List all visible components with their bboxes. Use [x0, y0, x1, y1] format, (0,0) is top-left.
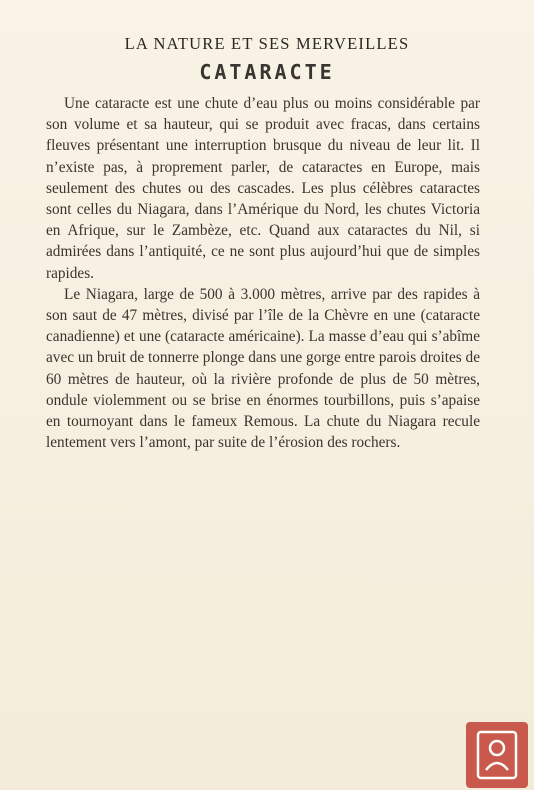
body-text	[46, 93, 480, 453]
card-title: CATARACTE	[199, 60, 335, 84]
series-title: LA NATURE ET SES MERVEILLES	[124, 34, 410, 53]
paragraph-1: Une cataracte est une chute d’eau plus ou moins considérable par son volume et sa hauteur, qui se produit avec fracas, dans certains fleuves présentant une interruption brusque du niveau de leur lit. Il n’existe pas, à proprement parler, de cataractes en Europe, mais seulement des chutes ou des cascades. Les plus célèbres cataractes sont celles du Niagara, dans l’Amérique du Nord, les chutes Victoria en Afrique, sur le Zambèze, etc. Quand aux cataractes du Nil, si admirées dans l’antiquité, ce ne sont plus aujourd’hui que de simples rapides.	[46, 95, 480, 282]
paragraph-2: Le Niagara, large de 500 à 3.000 mètres, arrive par des rapides à son saut de 47 mètres, divisé par l’île de la Chèvre en une (cataracte canadienne) et une (cataracte américaine). La masse d’eau qui s’abîme avec un bruit de tonnerre plonge dans une gorge entre parois droites de 60 mètres de hauteur, où la rivière profonde de plus de 50 mètres, ondule violemment ou se brise en énormes tourbillons, puis s’apaise en tournoyant dans le fameux Remous. La chute du Niagara recule lentement vers l’amont, par suite de l’érosion des rochers.	[46, 285, 480, 452]
watermark-logo	[466, 722, 528, 788]
card-header	[0, 34, 534, 84]
delcampe-logo-icon	[472, 728, 522, 782]
